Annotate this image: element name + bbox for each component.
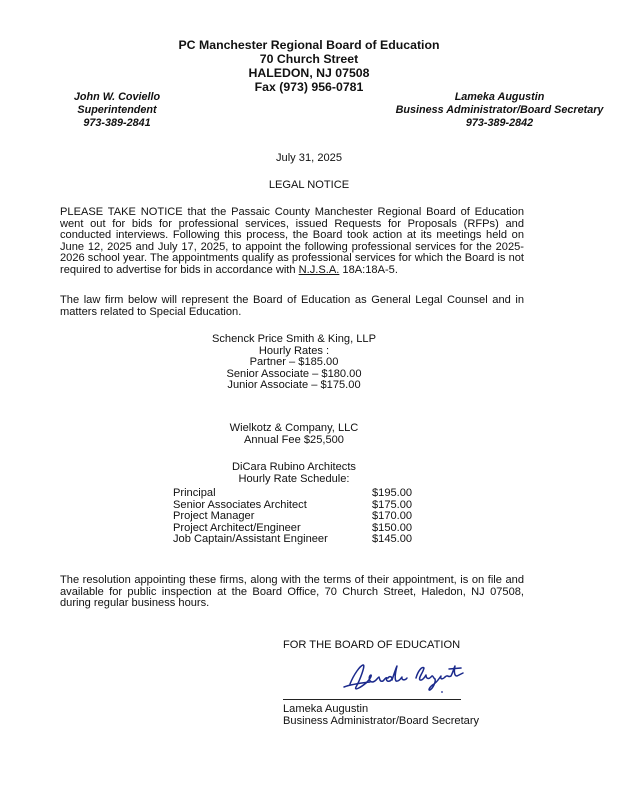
org-street: 70 Church Street [259, 52, 359, 66]
firm-1-rate-line: Junior Associate – $175.00 [227, 379, 361, 392]
notice-title: LEGAL NOTICE [268, 179, 350, 191]
superintendent-phone: 973-389-2841 [83, 117, 151, 129]
firm-wielkotz [199, 423, 389, 446]
firm-3-name: DiCara Rubino Architects [232, 461, 356, 473]
signature-image [330, 654, 475, 700]
notice-paragraph-1 [60, 207, 524, 277]
notice-paragraph-3: The resolution appointing these firms, along with the terms of their appointment, is on file and available for public inspection at the Board Office, 70 Church Street, Haledon, NJ 07508, during regular business hours. [60, 574, 524, 610]
rate-role: Job Captain/Assistant Engineer [173, 533, 328, 546]
firm-1-rate-line: Senior Associate – $180.00 [226, 367, 362, 380]
firm-1-rate-line: Partner – $185.00 [249, 356, 339, 369]
rate-amount: $175.00 [372, 498, 413, 511]
rate-row [173, 534, 423, 546]
org-city: HALEDON, NJ 07508 [248, 66, 370, 80]
business-admin-phone: 973-389-2842 [465, 117, 534, 129]
statute-reference: N.J.S.A. [298, 263, 340, 276]
rate-role: Principal [173, 487, 216, 499]
signer-name: Lameka Augustin [283, 703, 369, 715]
firm-1-name: Schenck Price Smith & King, LLP [211, 333, 377, 345]
superintendent-contact [52, 91, 182, 130]
firm-dicara-rubino [199, 462, 389, 485]
rate-schedule-table [173, 488, 423, 546]
signer-title: Business Administrator/Board Secretary [283, 714, 480, 727]
rate-amount: $150.00 [372, 521, 413, 534]
business-admin-contact [382, 91, 617, 130]
notice-paragraph-2: The law firm below will represent the Board of Education as General Legal Counsel and in matters related to Special Education. [60, 294, 524, 318]
firm-schenck-price [199, 334, 389, 392]
org-name: PC Manchester Regional Board of Education [178, 38, 440, 52]
firm-1-heading: Hourly Rates : [258, 344, 330, 357]
rate-row [173, 488, 423, 500]
superintendent-title: Superintendent [77, 104, 157, 116]
signature-line [283, 699, 461, 700]
rate-amount: $145.00 [372, 533, 413, 546]
notice-date: July 31, 2025 [276, 152, 342, 164]
rate-role: Project Architect/Engineer [173, 521, 301, 534]
org-fax: Fax (973) 956-0781 [254, 80, 364, 94]
firm-2-fee: Annual Fee $25,500 [244, 433, 344, 446]
for-the-board: FOR THE BOARD OF EDUCATION [283, 639, 461, 651]
business-admin-title: Business Administrator/Board Secretary [395, 104, 604, 116]
superintendent-name: John W. Coviello [73, 91, 161, 103]
business-admin-name: Lameka Augustin [454, 91, 545, 103]
rate-amount: $195.00 [372, 487, 413, 499]
letterhead [0, 38, 618, 94]
paragraph-1-text: PLEASE TAKE NOTICE that the Passaic County Manchester Regional Board of Education went out for bids for professional services, issued Requests for Proposals (RFPs) and conducted interviews. Following this process, the Board took action at its meetings held on June 12, 2025 and July 17, 2025, to appoint the following professional services for the 2025-2026 school year. The appointments qualify as professional services for which the Board is not required to advertise for bids in accordance with [60, 206, 524, 276]
firm-2-name: Wielkotz & Company, LLC [229, 422, 359, 434]
firm-3-heading: Hourly Rate Schedule: [238, 472, 350, 485]
rate-role: Project Manager [173, 510, 255, 523]
signer-block [283, 704, 479, 727]
rate-amount: $170.00 [372, 510, 413, 523]
rate-role: Senior Associates Architect [173, 498, 307, 511]
paragraph-1-tail: 18A:18A-5. [339, 263, 398, 276]
